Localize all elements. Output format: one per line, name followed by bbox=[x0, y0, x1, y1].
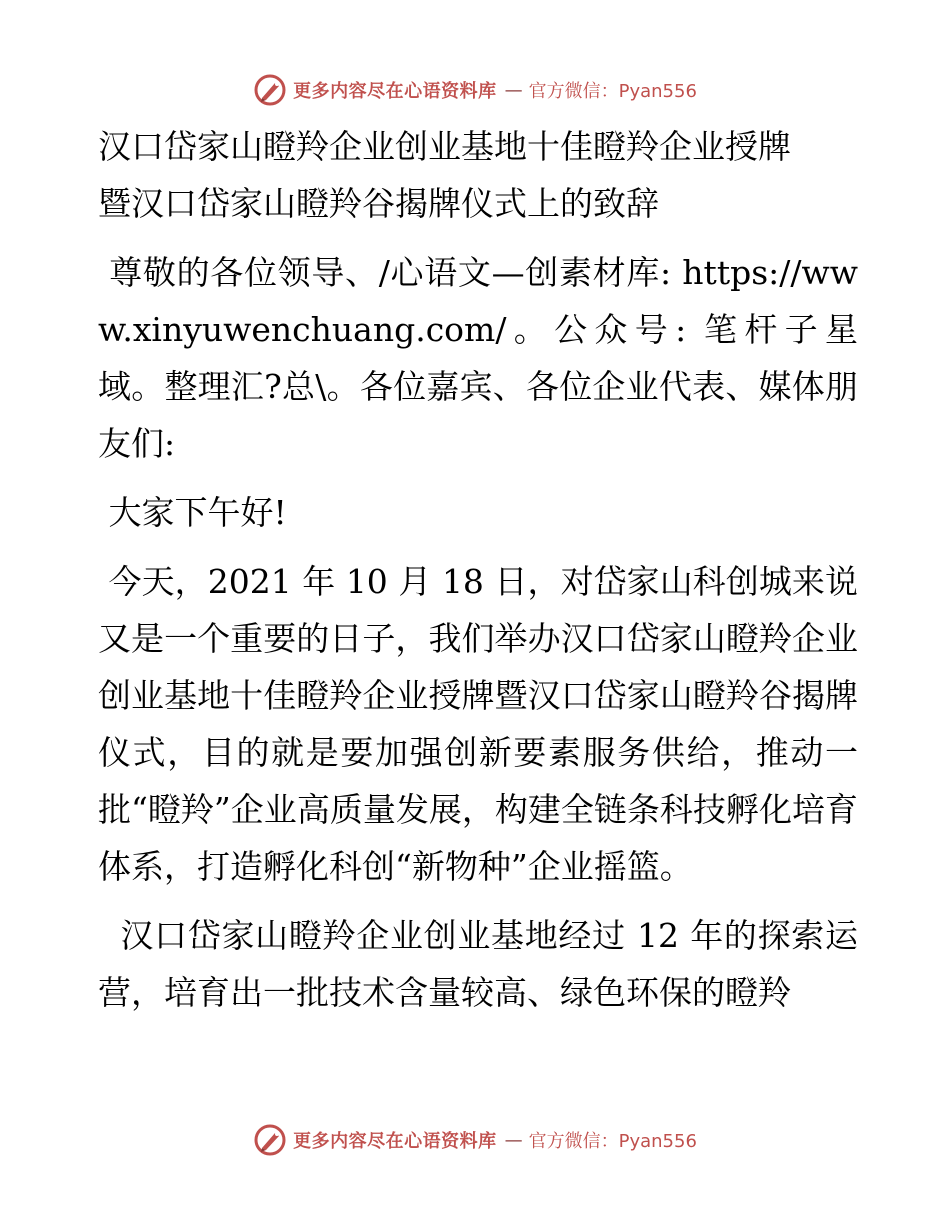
document-title bbox=[98, 118, 858, 232]
title-line-1: 汉口岱家山瞪羚企业创业基地十佳瞪羚企业授牌 bbox=[98, 127, 791, 166]
banner-separator: — bbox=[504, 1129, 523, 1151]
document-body bbox=[98, 118, 858, 1033]
paragraph-hello: 大家下午好! bbox=[98, 493, 287, 532]
title-line-2: 暨汉口岱家山瞪羚谷揭牌仪式上的致辞 bbox=[98, 184, 659, 223]
banner-text: 更多内容尽在心语资料库 bbox=[293, 1131, 497, 1152]
pen-logo-icon bbox=[253, 1123, 287, 1157]
footer-banner bbox=[0, 1120, 950, 1160]
banner-inner bbox=[253, 1123, 697, 1157]
paragraph-intro: 今天，2021 年 10 月 18 日，对岱家山科创城来说又是一个重要的日子，我们举办汉口岱家山瞪羚企业创业基地十佳瞪羚企业授牌暨汉口岱家山瞪羚谷揭牌仪式，目的就是要加强创新要素服务供给，推动一批“瞪羚”企业高质量发展，构建全链条科技孵化培育体系，打造孵化科创“新物种”企业摇篮。 bbox=[98, 562, 858, 886]
header-banner bbox=[0, 70, 950, 110]
banner-separator: — bbox=[504, 79, 523, 101]
banner-text: 更多内容尽在心语资料库 bbox=[293, 81, 497, 102]
pen-logo-icon bbox=[253, 73, 287, 107]
banner-wechat: 官方微信：Pyan556 bbox=[528, 81, 697, 102]
banner-wechat: 官方微信：Pyan556 bbox=[528, 1131, 697, 1152]
paragraph-base: 汉口岱家山瞪羚企业创业基地经过 12 年的探索运营，培育出一批技术含量较高、绿色环保的瞪羚 bbox=[98, 916, 858, 1012]
paragraph-greeting: 尊敬的各位领导、/心语文—创素材库: https://www.xinyuwenchuang.com/。公众号: 笔杆子星域。整理汇?总\。各位嘉宾、各位企业代表、媒体朋友们: bbox=[98, 253, 858, 463]
banner-inner bbox=[253, 73, 697, 107]
